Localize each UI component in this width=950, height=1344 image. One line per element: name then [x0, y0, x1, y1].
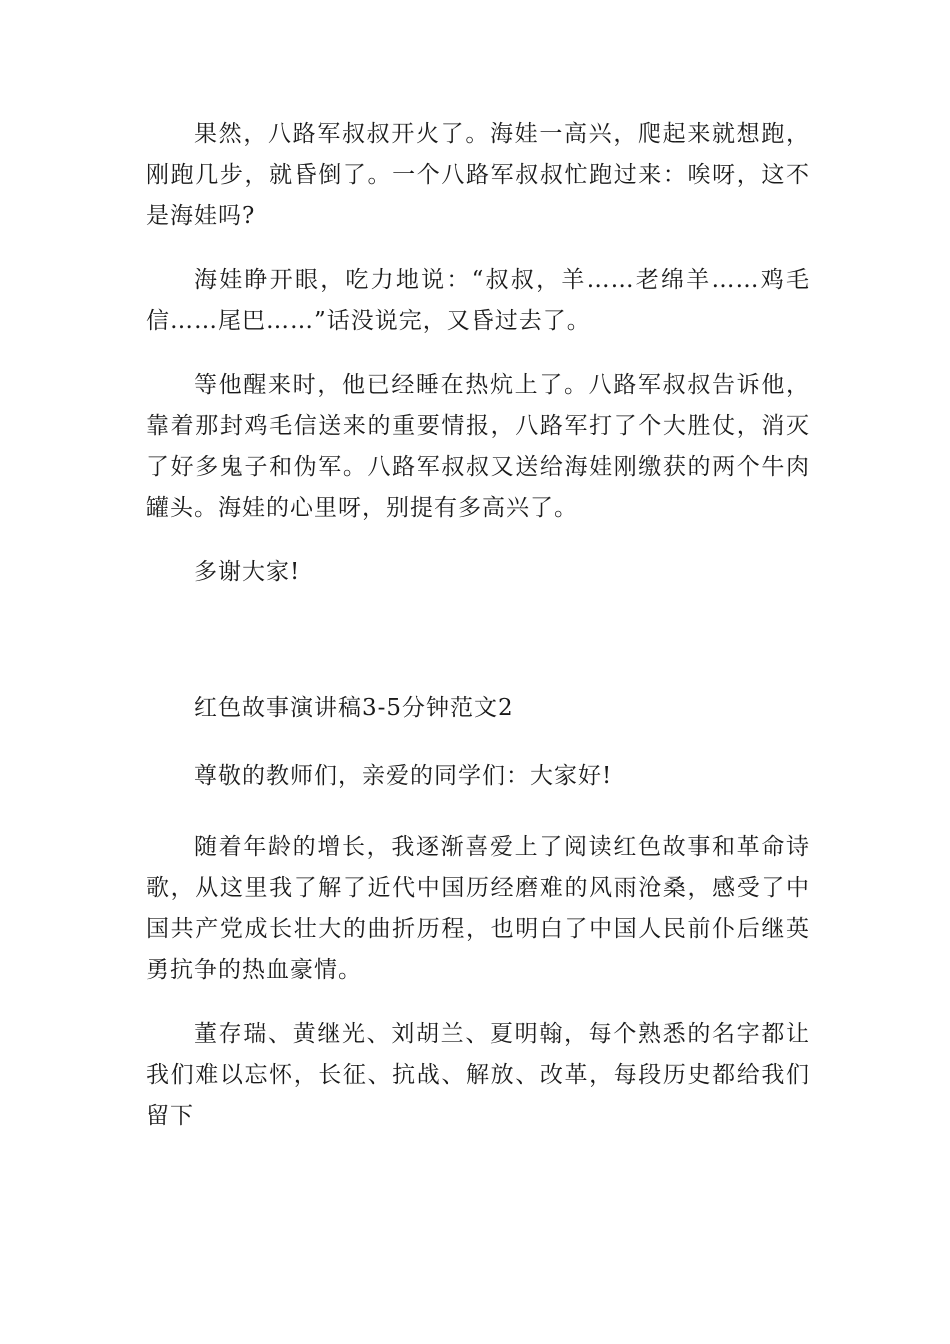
paragraph-6: 董存瑞、黄继光、刘胡兰、夏明翰，每个熟悉的名字都让我们难以忘怀，长征、抗战、解放、改革，每段历史都给我们留下: [146, 1021, 810, 1129]
document-body: [146, 114, 810, 1160]
section-spacer: [146, 616, 810, 688]
paragraph-5: 随着年龄的增长，我逐渐喜爱上了阅读红色故事和革命诗歌，从这里我了解了近代中国历经磨难的风雨沧桑，感受了中国共产党成长壮大的曲折历程，也明白了中国人民前仆后继英勇抗争的热血豪情。: [146, 834, 810, 983]
section-title: 红色故事演讲稿3-5分钟范文2: [194, 695, 514, 721]
paragraph-2: 海娃睁开眼，吃力地说：“叔叔，羊……老绵羊……鸡毛信……尾巴……”话没说完，又昏过去了。: [146, 267, 810, 334]
paragraph-4: 多谢大家!: [194, 559, 301, 585]
paragraph-1: 果然，八路军叔叔开火了。海娃一高兴，爬起来就想跑，刚跑几步，就昏倒了。一个八路军叔叔忙跑过来：唉呀，这不是海娃吗?: [146, 121, 810, 229]
greeting-paragraph: 尊敬的教师们，亲爱的同学们：大家好!: [194, 763, 613, 789]
paragraph-3: 等他醒来时，他已经睡在热炕上了。八路军叔叔告诉他，靠着那封鸡毛信送来的重要情报，八路军打了个大胜仗，消灭了好多鬼子和伪军。八路军叔叔又送给海娃刚缴获的两个牛肉罐头。海娃的心里呀，别提有多高兴了。: [146, 372, 810, 521]
